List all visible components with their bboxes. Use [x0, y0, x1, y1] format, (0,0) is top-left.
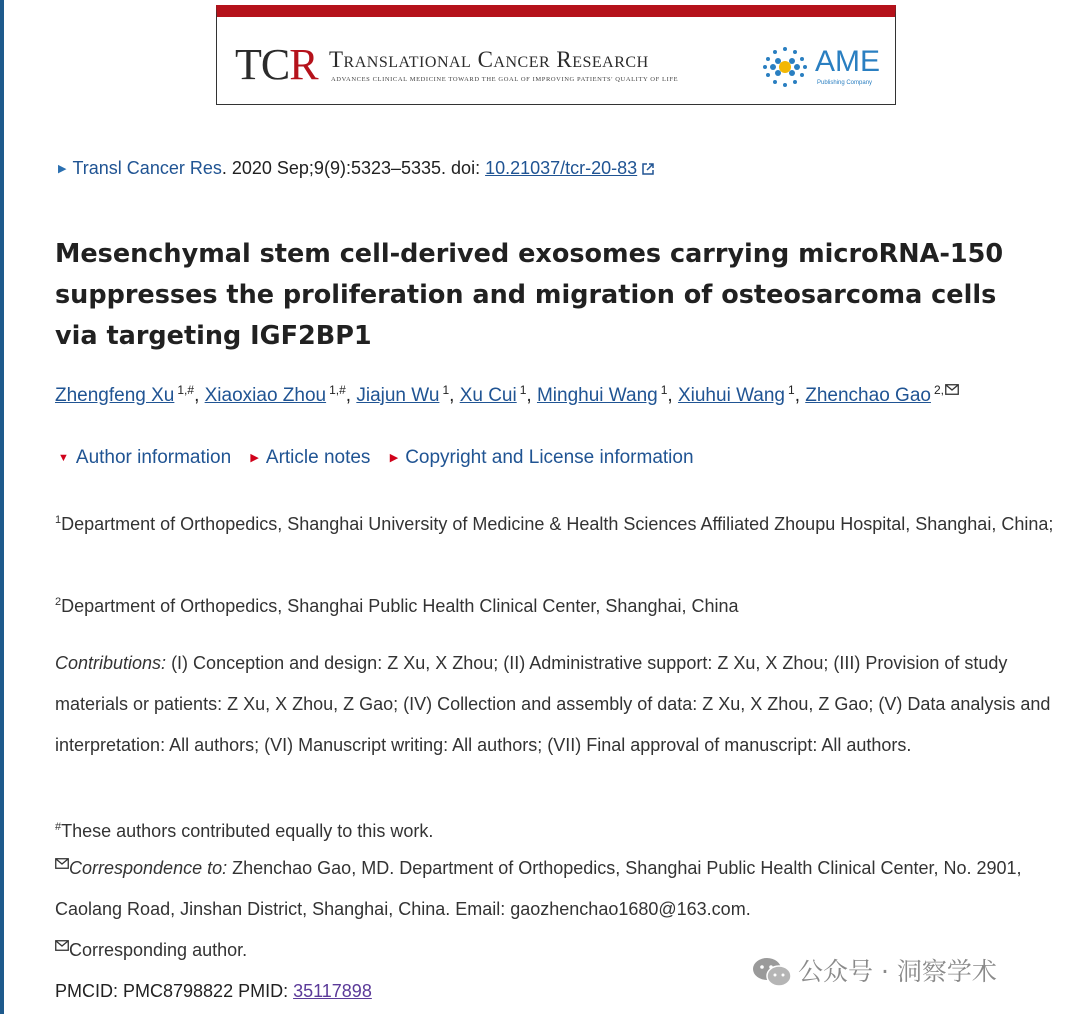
author-link[interactable]: Zhengfeng Xu	[55, 385, 175, 406]
ame-wordmark: AME	[815, 45, 881, 78]
equal-contribution-note: #These authors contributed equally to this work.	[55, 821, 434, 841]
article-title: Mesenchymal stem cell-derived exosomes carrying microRNA-150 suppresses the proliferation and migration of osteosarcoma cells via targeting IGF2BP1	[55, 239, 1004, 351]
correspondence-label: Correspondence to:	[69, 858, 228, 878]
author-sup: 1	[519, 383, 527, 397]
doi-link[interactable]: 10.21037/tcr-20-83	[485, 158, 638, 178]
toggle-article-notes[interactable]: ▶ Article notes	[250, 447, 371, 468]
journal-link[interactable]: Transl Cancer Res	[72, 158, 222, 178]
corresponding-author-note: Corresponding author.	[55, 930, 1065, 971]
author-link[interactable]: Xiuhui Wang	[677, 385, 785, 406]
ame-subtitle: Publishing Company	[817, 80, 873, 86]
toggle-copyright-license[interactable]: ▶ Copyright and License information	[389, 447, 694, 468]
author-link[interactable]: Zhenchao Gao	[805, 385, 931, 406]
journal-banner[interactable]	[216, 5, 896, 105]
wechat-icon	[752, 956, 792, 988]
mail-icon	[55, 858, 69, 869]
author-link[interactable]: Jiajun Wu	[356, 385, 440, 406]
citation-line	[58, 158, 655, 179]
contributions-label: Contributions:	[55, 653, 167, 673]
pmid-link[interactable]: 35117898	[293, 981, 372, 1001]
expand-triangle-icon: ▶	[389, 452, 399, 464]
toggle-author-information[interactable]: ▼ Author information	[58, 447, 232, 468]
correspondence-note: Correspondence to: Zhenchao Gao, MD. Department of Orthopedics, Shanghai Public Health Clinical Center, No. 2901, Caolang Road, Jinshan District, Shanghai, China. Email: gaozhenchao1680@163.com.	[55, 858, 1022, 919]
tcr-logo: TCR	[235, 40, 318, 89]
left-rule	[0, 0, 4, 1014]
external-link-icon[interactable]	[641, 162, 655, 176]
author-link[interactable]: Minghui Wang	[536, 385, 658, 406]
journal-name: Translational Cancer Research	[329, 47, 649, 72]
author-list: Zhengfeng Xu $^{1,\#}$, Xiaoxiao Zhou $^{1,\#}$, Jiajun Wu $^1$, Xu Cui $^1$, Minghui Wang $^1$, Xiuhui Wang $^1$, Zhenchao Gao $^{2,}$	[55, 383, 959, 407]
author-sup: 1	[442, 383, 450, 397]
ame-logo-icon	[761, 45, 809, 89]
expand-triangle-icon: ▶	[250, 452, 259, 464]
author-sup: 2,	[933, 383, 944, 397]
affiliation-1: $^1$Department of Orthopedics, Shanghai University of Medicine & Health Sciences Affiliated Zhoupu Hospital, Shanghai, China;	[55, 514, 1054, 534]
expand-triangle-icon[interactable]: ▶	[58, 163, 67, 175]
author-sup: 1,#	[329, 383, 346, 397]
author-sup: 1	[788, 383, 795, 397]
article-ids: PMCID: PMC8798822 PMID: 35117898	[55, 981, 372, 1001]
expand-triangle-icon: ▼	[58, 452, 69, 464]
mail-icon[interactable]	[945, 384, 959, 395]
section-toggles	[58, 447, 708, 469]
wechat-watermark: 公众号 · 洞察学术	[752, 952, 997, 992]
author-sup: 1	[660, 383, 668, 397]
author-sup: 1,#	[177, 383, 195, 397]
author-link[interactable]: Xu Cui	[459, 385, 517, 406]
citation-details: . 2020 Sep;9(9):5323–5335. doi:	[221, 158, 486, 178]
author-link[interactable]: Xiaoxiao Zhou	[204, 385, 327, 406]
mail-icon	[55, 940, 69, 951]
contributions-note: Contributions: (I) Conception and design: Z Xu, X Zhou; (II) Administrative support: Z Xu, X Zhou; (III) Provision of study materials or patients: Z Xu, X Zhou, Z Gao; (IV) Collection and assembly of data: Z Xu, X Zhou, Z Gao; (V) Data analysis and interpretation: All authors; (VI) Manuscript writing: All authors; (VII) Final approval of manuscript: All authors.	[55, 653, 1051, 755]
affiliation-2: $^2$Department of Orthopedics, Shanghai Public Health Clinical Center, Shanghai, China	[55, 596, 739, 616]
journal-tagline: ADVANCES CLINICAL MEDICINE TOWARD THE GOAL OF IMPROVING PATIENTS' QUALITY OF LIFE	[331, 76, 679, 83]
